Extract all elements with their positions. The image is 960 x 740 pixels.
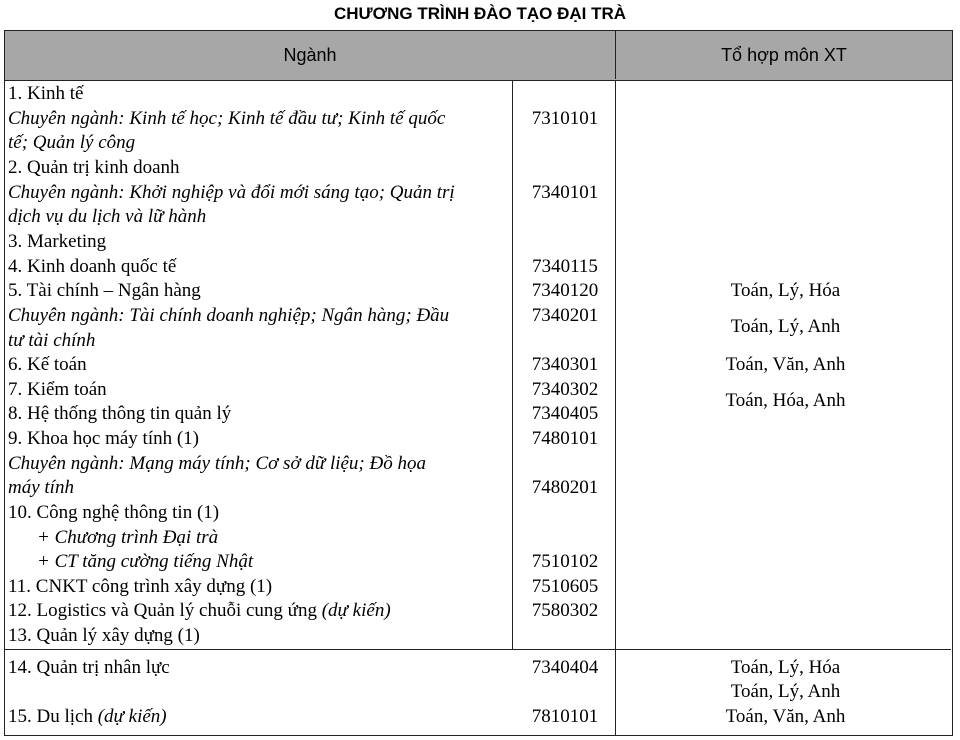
subject-combination: Toán, Hóa, Anh — [725, 390, 846, 411]
row-major: 4. Kinh doanh quốc tế — [8, 256, 177, 277]
row-major — [8, 705, 167, 730]
row-specialization: máy tính — [8, 477, 74, 498]
tentative-note: (dự kiến) — [97, 706, 167, 727]
program-code: 7340405 — [531, 403, 599, 424]
program-code: 7480201 — [531, 477, 599, 498]
program-code: 7340115 — [532, 256, 598, 277]
row-specialization: Chuyên ngành: Kinh tế học; Kinh tế đầu tư; Kinh tế quốc — [8, 108, 446, 129]
tentative-note: (dự kiến) — [321, 600, 391, 621]
row-major: 9. Khoa học máy tính (1) — [8, 428, 200, 449]
program-code: 7340201 — [531, 305, 599, 326]
row-major: 6. Kế toán — [8, 354, 87, 375]
row-major-label: 15. Du lịch — [8, 706, 98, 727]
program-code: 7340301 — [531, 354, 599, 375]
divider-code-combo — [615, 80, 616, 735]
program-code: 7340101 — [531, 182, 599, 203]
subject-combination: Toán, Lý, Hóa — [730, 280, 841, 301]
page-title: CHƯƠNG TRÌNH ĐÀO TẠO ĐẠI TRÀ — [333, 4, 627, 23]
header-combination: Tổ hợp môn XT — [721, 45, 847, 65]
row-specialization: Chuyên ngành: Tài chính doanh nghiệp; Ngân hàng; Đầu — [8, 305, 450, 326]
row-major: 1. Kinh tế — [8, 83, 84, 104]
row-specialization: Chuyên ngành: Khởi nghiệp và đổi mới sáng tạo; Quản trị — [8, 182, 455, 203]
row-major: 5. Tài chính – Ngân hàng — [8, 280, 201, 301]
row-major: 2. Quản trị kinh doanh — [8, 157, 180, 178]
program-table — [4, 30, 953, 736]
table-header — [5, 31, 952, 81]
program-code: 7480101 — [531, 428, 599, 449]
row-major: 14. Quản trị nhân lực — [8, 657, 170, 678]
row-specialization: dịch vụ du lịch và lữ hành — [8, 206, 207, 227]
row-specialization: Chuyên ngành: Mạng máy tính; Cơ sở dữ liệu; Đồ họa — [8, 453, 426, 474]
program-code: 7580302 — [531, 600, 599, 621]
program-code: 7340404 — [531, 657, 599, 678]
program-code: 7510605 — [531, 576, 599, 597]
row-major-label: 12. Logistics và Quản lý chuỗi cung ứng — [8, 600, 322, 621]
row-major: 3. Marketing — [8, 231, 107, 252]
row-major: 7. Kiểm toán — [8, 379, 107, 400]
row-major: 13. Quản lý xây dựng (1) — [8, 625, 200, 646]
group-divider — [5, 649, 951, 650]
subject-combination: Toán, Lý, Anh — [730, 681, 841, 702]
row-specialization: tế; Quản lý công — [8, 132, 136, 153]
program-code: 7810101 — [531, 706, 599, 727]
row-major: 11. CNKT công trình xây dựng (1) — [8, 576, 273, 597]
subject-combination: Toán, Văn, Anh — [725, 706, 846, 727]
row-track: + Chương trình Đại trà — [37, 527, 219, 548]
subject-combination: Toán, Lý, Hóa — [730, 657, 841, 678]
subject-combination: Toán, Văn, Anh — [725, 354, 846, 375]
divider-major-code — [512, 80, 513, 649]
program-code: 7310101 — [531, 108, 599, 129]
row-track: + CT tăng cường tiếng Nhật — [37, 551, 254, 572]
program-code: 7340120 — [531, 280, 599, 301]
header-major: Ngành — [5, 31, 616, 79]
subject-combination: Toán, Lý, Anh — [730, 316, 841, 337]
program-code: 7510102 — [531, 551, 599, 572]
row-major: 10. Công nghệ thông tin (1) — [8, 502, 220, 523]
row-major: 8. Hệ thống thông tin quản lý — [8, 403, 232, 424]
row-major — [8, 599, 391, 624]
program-code: 7340302 — [531, 379, 599, 400]
row-specialization: tư tài chính — [8, 330, 96, 351]
